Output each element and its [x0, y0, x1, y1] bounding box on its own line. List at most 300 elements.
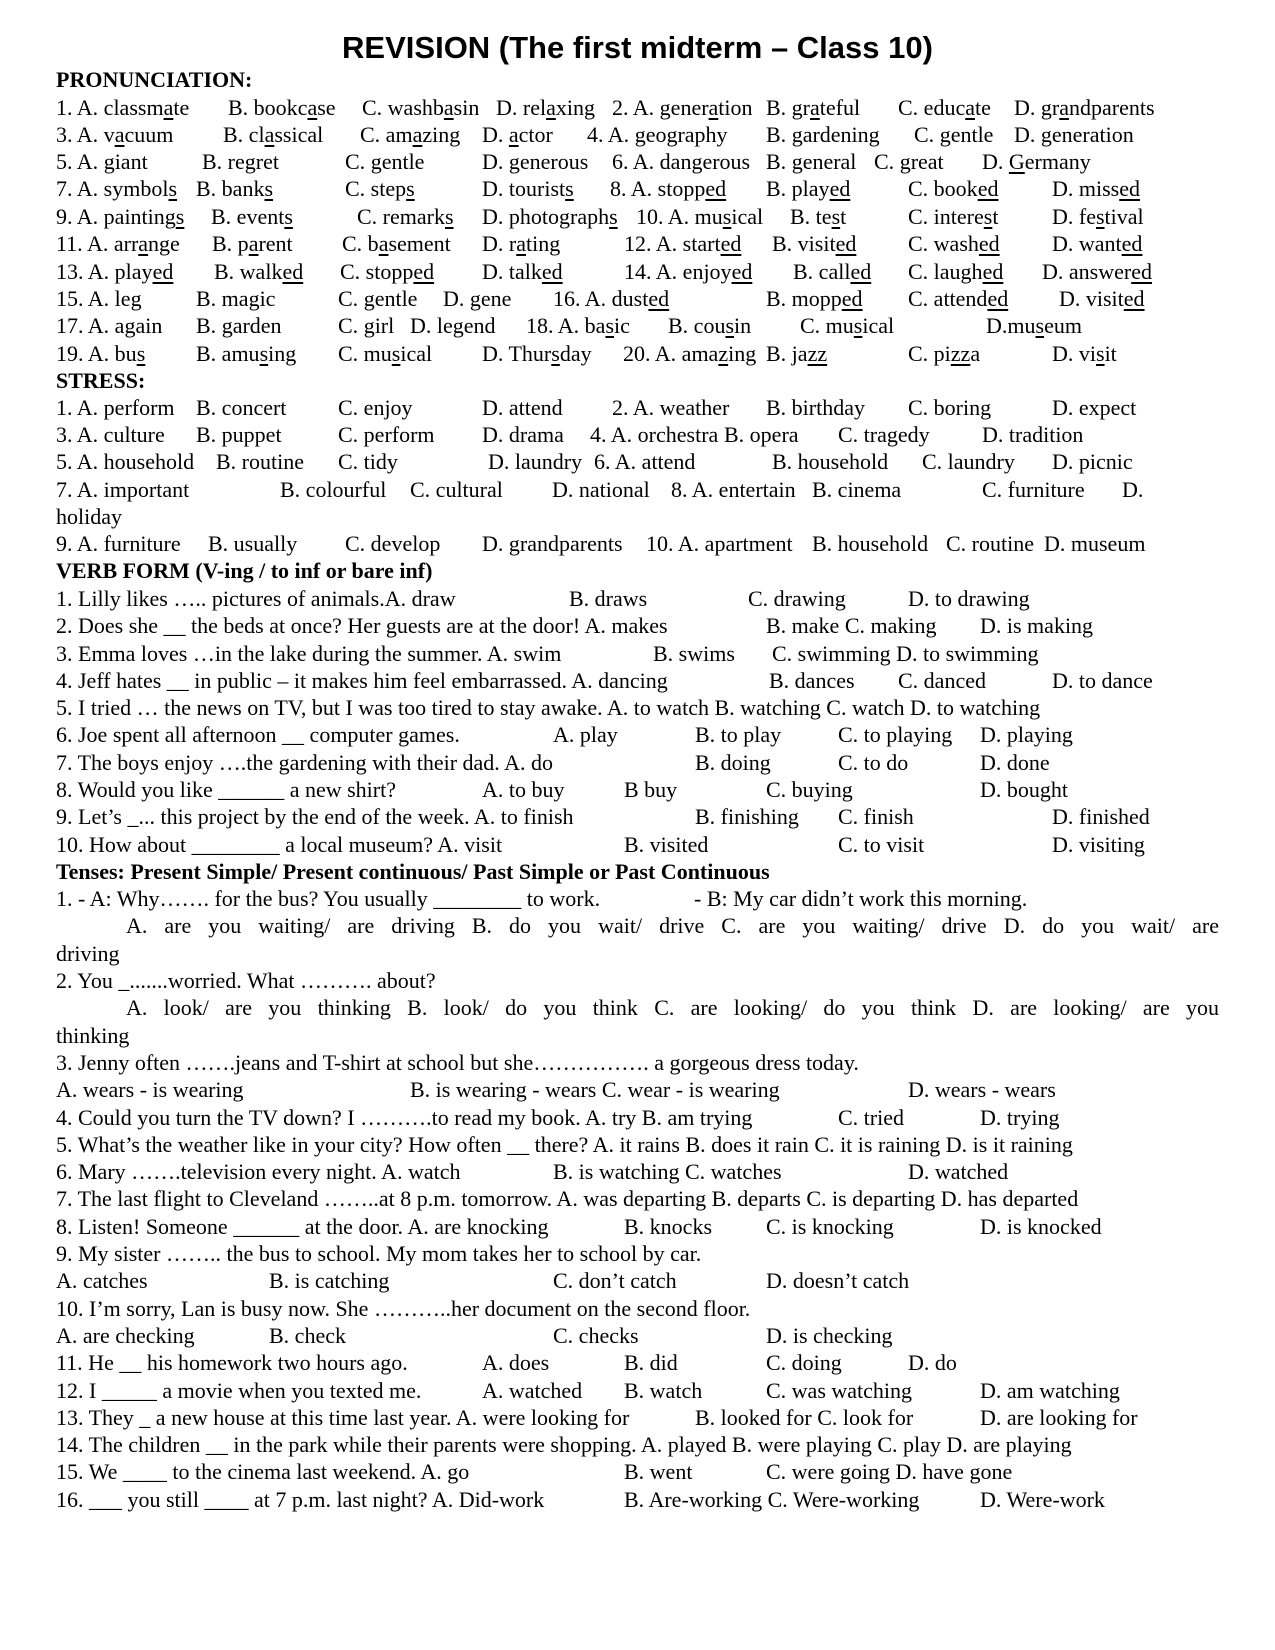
row-segment: 1. - A: Why……. for the bus? You usually ________ to work. — [56, 886, 601, 911]
underlined-sound: ed — [835, 231, 857, 256]
underlined-sound: ed — [282, 259, 304, 284]
underlined-sound: a — [307, 95, 318, 120]
verb-row — [56, 721, 1219, 749]
underlined-sound: s — [605, 313, 615, 338]
row-segment: C. checks — [553, 1323, 639, 1348]
row-segment: 1. A. perform — [56, 395, 175, 420]
underlined-sound: s — [391, 341, 401, 366]
row-segment: B. is wearing - wears C. wear - is wearing — [410, 1077, 780, 1102]
row-segment: B. cinema — [812, 477, 902, 502]
answer-option — [623, 340, 756, 368]
underlined-sound: s — [831, 204, 841, 229]
row-segment: D. wears - wears — [908, 1077, 1056, 1102]
answer-option — [1014, 121, 1134, 149]
option-text: D. — [482, 149, 509, 174]
stress-row-cont: holiday — [56, 504, 122, 529]
row-segment: C. to playing — [838, 722, 953, 747]
option-text: it — [1104, 341, 1117, 366]
row-segment: 7. The boys enjoy ….the gardening with their dad. A. do — [56, 750, 553, 775]
option-text: B. p — [212, 231, 249, 256]
option-text: B. cl — [223, 122, 265, 147]
row-segment: 9. A. furniture — [56, 531, 181, 556]
option-text: te — [173, 95, 190, 120]
answer-option — [766, 94, 860, 122]
option-text: D. — [443, 286, 470, 311]
row-segment: D. to drawing — [908, 586, 1030, 611]
underlined-sound: ed — [1121, 231, 1143, 256]
option-text: ctor — [518, 122, 553, 147]
underlined-sound: g — [221, 313, 233, 338]
answer-option — [766, 121, 880, 149]
option-text: C. remark — [357, 204, 445, 229]
option-text: 16. A. dust — [553, 286, 649, 311]
option-text: ndparents — [1068, 95, 1155, 120]
option-text: 7. A. symbol — [56, 176, 169, 201]
answer-option — [223, 121, 323, 149]
answer-option — [482, 121, 553, 149]
option-text: end — [463, 313, 496, 338]
option-text: 20. A. ama — [623, 341, 719, 366]
underlined-sound: ed — [978, 231, 1000, 256]
row-segment: C. tragedy — [838, 422, 930, 447]
underlined-sound: g — [363, 286, 375, 311]
answer-option — [800, 312, 894, 340]
row-segment: D. Were-work — [980, 1487, 1105, 1512]
answer-option — [624, 258, 752, 286]
option-text: eography — [645, 122, 728, 147]
underlined-sound: ed — [977, 176, 999, 201]
row-segment: 5. I tried … the news on TV, but I was too tired to stay awake. A. to watch B. watching C. watch D. to watching — [56, 695, 1041, 720]
row-segment: C. tried — [838, 1105, 904, 1130]
row-segment: C. enjoy — [338, 395, 413, 420]
row-segment: 12. I _____ a movie when you texted me. — [56, 1378, 422, 1403]
answer-option — [668, 312, 751, 340]
row-segment: 3. A. culture — [56, 422, 165, 447]
answer-option — [1042, 258, 1152, 286]
option-text: nge — [148, 231, 180, 256]
option-text: D. photograph — [482, 204, 610, 229]
row-segment: C. swimming D. to swimming — [772, 641, 1039, 666]
underlined-sound: s — [406, 176, 415, 201]
row-segment: D. is checking — [766, 1323, 893, 1348]
option-text: D. — [482, 122, 509, 147]
underlined-sound: a — [1059, 95, 1069, 120]
underlined-sound: g — [939, 122, 951, 147]
option-text: C. stopp — [340, 259, 414, 284]
option-text: B. — [766, 149, 792, 174]
answer-option — [612, 94, 753, 122]
option-text: entle — [381, 149, 425, 174]
verb-row — [56, 585, 1219, 613]
option-text: C. — [345, 149, 371, 174]
underlined-sound: s — [725, 313, 735, 338]
verb-row — [56, 640, 1219, 668]
row-segment: D. finished — [1052, 804, 1150, 829]
row-segment: B. puppet — [196, 422, 282, 447]
underlined-sound: a — [114, 122, 125, 147]
row-segment: D. tradition — [982, 422, 1084, 447]
row-segment: B. dances — [769, 668, 855, 693]
underlined-sound: a — [810, 95, 820, 120]
option-text: te — [974, 95, 991, 120]
underlined-sound: g — [124, 313, 136, 338]
option-text: 4. A. — [587, 122, 635, 147]
answer-option — [482, 203, 618, 231]
pron-row — [56, 94, 1219, 122]
row-segment: 15. We ____ to the cinema last weekend. A. go — [56, 1459, 470, 1484]
option-text: rent — [258, 231, 293, 256]
row-segment: B. is watching C. watches — [553, 1159, 782, 1184]
tense-options: A. look/ are you thinking B. look/ do you think C. are looking/ do you think D. are looking/ are you — [126, 995, 1219, 1020]
option-text: enerous — [519, 149, 589, 174]
row-segment: 2. A. weather — [612, 395, 730, 420]
option-text: C. b — [342, 231, 379, 256]
option-text: C. educ — [898, 95, 966, 120]
row-segment: C. was watching — [766, 1378, 913, 1403]
row-segment: C. boring — [908, 395, 992, 420]
option-text: reat — [910, 149, 944, 174]
option-text: C. intere — [908, 204, 984, 229]
row-segment: D. attend — [482, 395, 563, 420]
option-text: in — [734, 313, 752, 338]
answer-option — [56, 94, 189, 122]
row-segment: 10. How about ________ a local museum? A. visit — [56, 832, 503, 857]
option-text: arden — [232, 313, 282, 338]
row-segment: B. is catching — [269, 1268, 390, 1293]
answer-option — [338, 340, 432, 368]
row-segment: D. is making — [980, 613, 1094, 638]
option-text: eneration — [1051, 122, 1134, 147]
answer-option — [338, 285, 417, 313]
row-segment: 8. Would you like ______ a new shirt? — [56, 777, 397, 802]
option-text: D. talk — [482, 259, 542, 284]
underlined-sound: s — [168, 176, 178, 201]
option-text: ing — [728, 341, 757, 366]
underlined-sound: s — [853, 313, 863, 338]
underlined-sound: a — [443, 95, 454, 120]
tense-row: 10. I’m sorry, Lan is busy now. She ………..her document on the second floor. — [56, 1296, 751, 1321]
answer-option — [482, 230, 560, 258]
answer-option — [1052, 203, 1144, 231]
answer-option — [443, 285, 511, 313]
option-text: xing — [555, 95, 595, 120]
option-text: D. r — [482, 231, 517, 256]
underlined-sound: s — [264, 176, 274, 201]
option-text: D. visit — [1059, 286, 1124, 311]
answer-option — [56, 203, 184, 231]
row-segment: 8. Listen! Someone ______ at the door. A. are knocking — [56, 1214, 549, 1239]
tense-row-cont: driving — [56, 941, 120, 966]
underlined-sound: ed — [720, 231, 742, 256]
answer-option — [908, 203, 998, 231]
row-segment: C. drawing — [748, 586, 846, 611]
section-heading-pronunciation: PRONUNCIATION: — [56, 67, 253, 92]
answer-option — [345, 175, 415, 203]
underlined-sound: a — [248, 231, 259, 256]
answer-option — [56, 175, 177, 203]
underlined-sound: s — [259, 341, 269, 366]
option-text: 18. A. ba — [526, 313, 606, 338]
option-text: C. — [874, 149, 900, 174]
row-segment: B. household — [772, 449, 889, 474]
answer-option — [898, 94, 991, 122]
option-text: B. bookc — [228, 95, 308, 120]
answer-option — [362, 94, 479, 122]
tense-row — [56, 1104, 1219, 1132]
option-text: B. — [766, 122, 792, 147]
verb-row — [56, 831, 1219, 859]
row-segment: D. do — [908, 1350, 957, 1375]
tense-row — [56, 1349, 1219, 1377]
underlined-sound: zz — [807, 341, 828, 366]
underlined-sound: ed — [152, 259, 174, 284]
answer-option — [874, 148, 944, 176]
tense-row — [56, 1486, 1219, 1514]
underlined-sound: a — [508, 122, 519, 147]
option-text: teful — [819, 95, 861, 120]
option-text: C. washb — [362, 95, 444, 120]
option-text: 1. A. classm — [56, 95, 164, 120]
answer-option — [1052, 230, 1142, 258]
row-segment: 2. Does she __ the beds at once? Her guests are at the door! A. makes — [56, 613, 668, 638]
row-segment: D. are looking for — [980, 1405, 1138, 1430]
row-segment: B. concert — [196, 395, 287, 420]
option-text: C. — [914, 122, 940, 147]
answer-option — [982, 148, 1091, 176]
option-text: B. bank — [196, 176, 265, 201]
pron-row — [56, 230, 1219, 258]
row-segment: 7. A. important — [56, 477, 190, 502]
row-segment: B. routine — [216, 449, 304, 474]
pron-row — [56, 203, 1219, 231]
row-segment: C. develop — [345, 531, 441, 556]
answer-option — [196, 312, 282, 340]
row-segment: D. done — [980, 750, 1050, 775]
stress-row — [56, 530, 1219, 558]
row-segment: D. drama — [482, 422, 564, 447]
row-segment: D. bought — [980, 777, 1068, 802]
underlined-sound: ed — [1119, 176, 1141, 201]
underlined-sound: zz — [950, 341, 971, 366]
option-text: a — [970, 341, 981, 366]
page-title: REVISION (The first midterm – Class 10) — [342, 30, 933, 65]
row-segment: B. did — [624, 1350, 678, 1375]
underlined-sound: s — [565, 176, 574, 201]
option-text: B. visit — [772, 231, 836, 256]
verb-row — [56, 749, 1219, 777]
tense-row: 7. The last flight to Cleveland ……..at 8 p.m. tomorrow. A. was departing B. departs C. is departing D. has departed — [56, 1186, 1079, 1211]
option-text: ical — [400, 341, 433, 366]
row-segment: A. to buy — [482, 777, 565, 802]
row-segment: B. Are-working C. Were-working — [624, 1487, 920, 1512]
option-text: D. gr — [1014, 95, 1060, 120]
answer-option — [340, 258, 434, 286]
option-text: D. rel — [496, 95, 547, 120]
row-segment: B. check — [269, 1323, 346, 1348]
verb-row — [56, 694, 1219, 722]
underlined-sound: G — [1008, 149, 1025, 174]
answer-option — [772, 230, 856, 258]
row-segment: C. doing — [766, 1350, 842, 1375]
answer-option — [357, 203, 454, 231]
row-segment: D. playing — [980, 722, 1073, 747]
row-segment: 6. A. attend — [594, 449, 696, 474]
row-segment: C. were going D. have gone — [766, 1459, 1013, 1484]
row-segment: B. watch — [624, 1378, 703, 1403]
row-segment: A. wears - is wearing — [56, 1077, 244, 1102]
row-segment: B. swims — [653, 641, 735, 666]
answer-option — [214, 258, 303, 286]
option-text: 17. A. a — [56, 313, 125, 338]
option-text: B. — [196, 313, 222, 338]
answer-option — [908, 258, 1003, 286]
answer-option — [56, 121, 173, 149]
verb-row — [56, 776, 1219, 804]
option-text: 5. A. — [56, 149, 104, 174]
underlined-sound: s — [551, 341, 560, 366]
answer-option — [587, 121, 728, 149]
underlined-sound: g — [469, 286, 481, 311]
row-segment: B. draws — [569, 586, 648, 611]
option-text: 15. A. le — [56, 286, 131, 311]
answer-option — [914, 121, 993, 149]
underlined-sound: s — [1096, 341, 1105, 366]
answer-option — [56, 340, 145, 368]
row-segment: 5. A. household — [56, 449, 195, 474]
option-text: 10. A. mu — [636, 204, 723, 229]
underlined-sound: g — [508, 149, 520, 174]
option-text: C. am — [360, 122, 413, 147]
underlined-sound: s — [983, 204, 993, 229]
underlined-sound: a — [412, 122, 423, 147]
row-segment: C. is knocking — [766, 1214, 894, 1239]
tense-row — [56, 1158, 1219, 1186]
verb-row — [56, 667, 1219, 695]
row-segment: 11. He __ his homework two hours ago. — [56, 1350, 408, 1375]
underlined-sound: s — [1095, 204, 1105, 229]
row-segment: 13. They _ a new house at this time last year. A. were looking for — [56, 1405, 630, 1430]
row-segment: B. household — [812, 531, 929, 556]
pron-row — [56, 285, 1219, 313]
row-segment: 4. Jeff hates __ in public – it makes him feel embarrassed. A. dancing — [56, 668, 668, 693]
option-text: iant — [114, 149, 148, 174]
option-text: ardening — [802, 122, 880, 147]
answer-option — [202, 148, 279, 176]
tense-row — [56, 1322, 1219, 1350]
option-text: sement — [388, 231, 451, 256]
underlined-sound: s — [722, 204, 732, 229]
row-segment: C. buying — [766, 777, 853, 802]
row-segment: C. tidy — [338, 449, 398, 474]
option-text: ic — [614, 313, 630, 338]
row-segment: 16. ___ you still ____ at 7 p.m. last night? A. Did-work — [56, 1487, 545, 1512]
row-segment: D. — [1122, 477, 1144, 502]
underlined-sound: a — [264, 122, 275, 147]
option-text: C. mu — [800, 313, 854, 338]
row-segment: D. is knocked — [980, 1214, 1102, 1239]
row-segment: - B: My car didn’t work this morning. — [694, 886, 1028, 911]
option-text: B. call — [793, 259, 851, 284]
answer-option — [56, 312, 162, 340]
underlined-sound: g — [791, 149, 803, 174]
option-text: se — [317, 95, 336, 120]
answer-option — [908, 175, 998, 203]
tense-row — [56, 1213, 1219, 1241]
underlined-sound: a — [378, 231, 389, 256]
underlined-sound: s — [444, 204, 454, 229]
underlined-sound: g — [899, 149, 911, 174]
option-text: C. book — [908, 176, 978, 201]
underlined-sound: g — [691, 149, 703, 174]
option-text: 6. A. dan — [612, 149, 692, 174]
row-segment: D. visiting — [1052, 832, 1145, 857]
row-segment: D. expect — [1052, 395, 1137, 420]
answer-option — [766, 285, 863, 313]
row-segment: B. doing — [695, 750, 771, 775]
option-text: ical — [731, 204, 764, 229]
tense-row: 5. What’s the weather like in your city? How often __ there? A. it rains B. does it rain C. it is raining D. is it raining — [56, 1132, 1073, 1157]
option-text: D.mu — [986, 313, 1036, 338]
option-text: B. mopp — [766, 286, 842, 311]
option-text: D. fe — [1052, 204, 1096, 229]
verb-row — [56, 803, 1219, 831]
row-segment: C. to visit — [838, 832, 925, 857]
underlined-sound: g — [248, 286, 260, 311]
row-segment: B. to play — [695, 722, 782, 747]
underlined-sound: ed — [850, 259, 872, 284]
underlined-sound: g — [452, 313, 464, 338]
underlined-sound: ed — [648, 286, 670, 311]
option-text: C. mu — [338, 341, 392, 366]
option-text: zing — [422, 122, 461, 147]
underlined-sound: ed — [1131, 259, 1152, 284]
answer-option — [212, 230, 293, 258]
option-text: erous — [702, 149, 751, 174]
option-text: 14. A. enjoy — [624, 259, 732, 284]
answer-option — [908, 285, 1008, 313]
option-text: ical — [862, 313, 895, 338]
underlined-sound: g — [1040, 122, 1052, 147]
row-segment: D. to dance — [1052, 668, 1153, 693]
option-text: 8. A. stopp — [610, 176, 706, 201]
answer-option — [482, 258, 563, 286]
option-text: eum — [1044, 313, 1082, 338]
row-segment: 4. Could you turn the TV down? I ……….to read my book. A. try B. am trying — [56, 1105, 753, 1130]
underlined-sound: a — [546, 95, 556, 120]
row-segment: B. colourful — [280, 477, 387, 502]
underlined-sound: ed — [731, 259, 753, 284]
option-text: B. ma — [196, 286, 249, 311]
row-segment: D. trying — [980, 1105, 1060, 1130]
underlined-sound: g — [370, 149, 382, 174]
row-segment: C. cultural — [410, 477, 503, 502]
row-segment: 6. Joe spent all afternoon __ computer games. — [56, 722, 460, 747]
row-segment: 3. Emma loves …in the lake during the summer. A. swim — [56, 641, 562, 666]
underlined-sound: ed — [982, 259, 1004, 284]
answer-option — [553, 285, 669, 313]
option-text: D. answer — [1042, 259, 1132, 284]
row-segment: 8. A. entertain — [671, 477, 796, 502]
answer-option — [496, 94, 595, 122]
row-segment: A. play — [553, 722, 618, 747]
answer-option — [482, 340, 592, 368]
option-text: D. vi — [1052, 341, 1096, 366]
underlined-sound: g — [244, 149, 256, 174]
option-text: B. re — [202, 149, 245, 174]
option-text: C. pi — [908, 341, 951, 366]
answer-option — [342, 230, 451, 258]
tense-row — [56, 1404, 1219, 1432]
